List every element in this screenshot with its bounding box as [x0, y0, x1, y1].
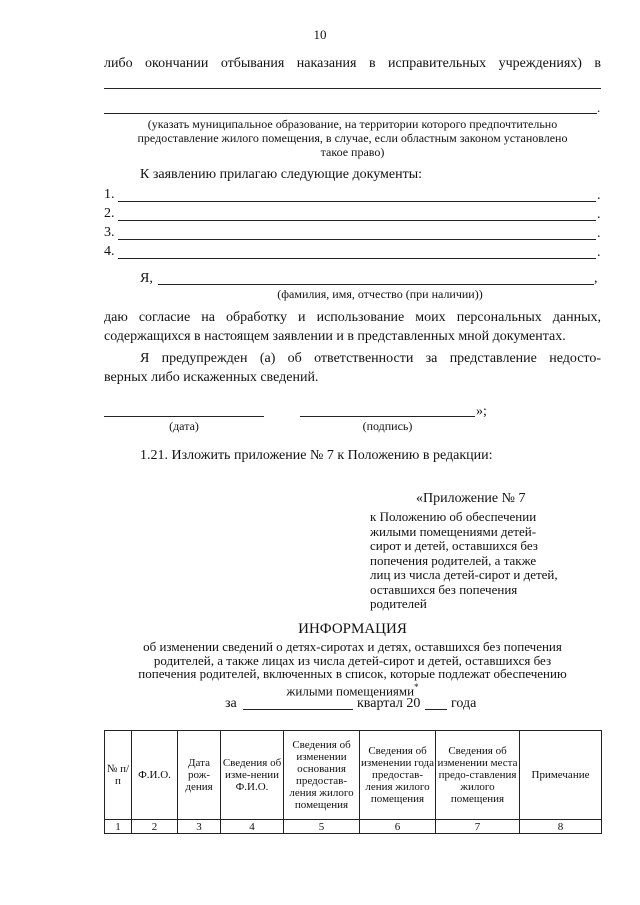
document-item-3-line	[118, 239, 596, 240]
quarter-suffix: года	[451, 696, 477, 711]
footnote-mark: *	[414, 681, 419, 692]
appendix-line: сирот и детей, оставшихся без	[370, 538, 538, 553]
municipality-note	[104, 117, 601, 159]
table-header-cell: Сведения об изменении места предо-ставления жилого помещения	[436, 731, 520, 820]
info-line-2: родителей, а также лицах из числа детей-сирот и детей, оставшихся без	[153, 652, 552, 668]
document-item-2-end: .	[597, 207, 601, 222]
info-line-4	[100, 681, 605, 698]
blank-line-intro-1	[104, 88, 601, 89]
table-number-cell: 5	[284, 820, 360, 834]
quarter-blank	[243, 709, 353, 710]
quarter-prefix: за	[225, 696, 237, 711]
table-number-cell: 7	[436, 820, 520, 834]
document-item-2-line	[118, 220, 596, 221]
document-item-1-line	[118, 201, 596, 202]
table-number-cell: 2	[132, 820, 178, 834]
amendment-text: 1.21. Изложить приложение № 7 к Положению в редакции:	[140, 448, 493, 463]
signature-end: »;	[476, 404, 487, 419]
table-header-cell: Сведения об изме-нении Ф.И.О.	[221, 731, 284, 820]
document-item-2-num: 2.	[104, 206, 115, 221]
table-header-cell: Дата рож-дения	[178, 731, 221, 820]
consent-ya-end: ,	[594, 271, 598, 286]
signature-caption: (подпись)	[362, 419, 413, 433]
warning-line-2: верных либо искаженных сведений.	[104, 370, 319, 385]
appendix-line: попечения родителей, а также	[370, 552, 537, 568]
table-header-cell: Сведения об изменении основания предостав-ления жилого помещения	[284, 731, 360, 820]
document-item-1-num: 1.	[104, 187, 115, 202]
fio-caption: (фамилия, имя, отчество (при наличии))	[277, 287, 483, 301]
consent-ya: Я,	[140, 271, 153, 286]
info-table	[104, 730, 602, 834]
municipality-note-line1: (указать муниципальное образование, на территории которого предпочтительно	[147, 117, 558, 131]
document-item-4-end: .	[597, 245, 601, 260]
table-number-cell: 3	[178, 820, 221, 834]
appendix-title: «Приложение № 7	[416, 491, 526, 506]
table-number-cell: 6	[360, 820, 436, 834]
appendix-lines	[370, 510, 600, 612]
appendix-line: лиц из числа детей-сирот и детей,	[370, 567, 558, 582]
date-caption: (дата)	[169, 419, 199, 433]
document-item-1-end: .	[597, 188, 601, 203]
document-item-3-end: .	[597, 226, 601, 241]
table-header-cell: Примечание	[520, 731, 602, 820]
appendix-line: жилыми помещениями детей-	[370, 523, 537, 539]
info-line-4-text: жилыми помещениями	[286, 682, 415, 698]
table-header-cell: Сведения об изменении года предостав-ления жилого помещения	[360, 731, 436, 820]
info-heading: ИНФОРМАЦИЯ	[298, 621, 407, 637]
intro-line: либо окончании отбывания наказания в исправительных учреждениях) в	[104, 56, 601, 71]
document-item-3-num: 3.	[104, 225, 115, 240]
info-description	[100, 640, 605, 697]
consent-line-1: даю согласие на обработку и использование моих персональных данных,	[104, 310, 601, 325]
info-line-3: попечения родителей, включенных в список, которые подлежат обеспечению	[138, 666, 567, 681]
appendix-line: родителей	[370, 596, 427, 611]
signature-line	[300, 416, 475, 417]
table-header-cell: Ф.И.О.	[132, 731, 178, 820]
table-number-cell: 4	[221, 820, 284, 834]
date-line	[104, 416, 264, 417]
consent-line-2: содержащихся в настоящем заявлении и в представленных мной документах.	[104, 329, 566, 344]
document-item-4-line	[118, 258, 596, 259]
appendix-line: к Положению об обеспечении	[370, 509, 537, 524]
municipality-note-line2: предоставление жилого помещения, в случае, если областным законом установлено	[137, 131, 568, 145]
page-number: 10	[313, 27, 327, 42]
documents-intro: К заявлению прилагаю следующие документы:	[140, 167, 423, 182]
table-number-cell: 8	[520, 820, 602, 834]
intro-line-end: .	[597, 100, 601, 115]
table-header-cell: № п/п	[105, 731, 132, 820]
table-header-row	[105, 731, 602, 820]
table-number-cell: 1	[105, 820, 132, 834]
blank-line-intro-2	[104, 113, 597, 114]
info-line-1: об изменении сведений о детях-сиротах и детях, оставшихся без попечения	[143, 639, 562, 654]
consent-fio-line	[158, 284, 594, 285]
warning-line-1: Я предупрежден (а) об ответственности за представление недосто-	[140, 351, 601, 366]
municipality-note-line3: такое право)	[320, 145, 385, 159]
year-blank	[425, 709, 447, 710]
quarter-mid: квартал 20	[357, 696, 421, 711]
table-number-row	[105, 820, 602, 834]
document-item-4-num: 4.	[104, 244, 115, 259]
appendix-line: оставшихся без попечения	[370, 581, 518, 597]
